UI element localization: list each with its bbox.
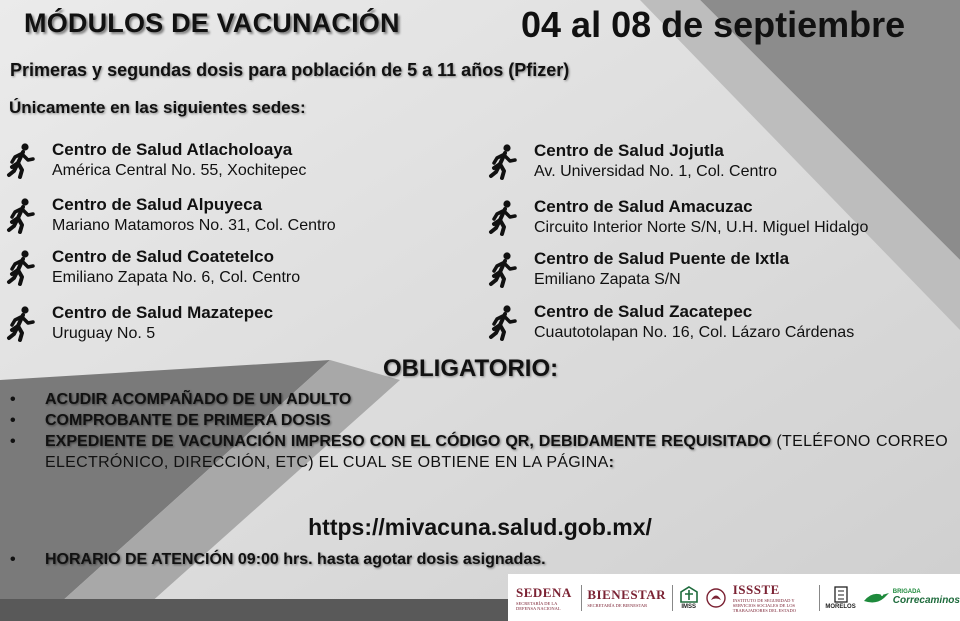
site-name: Centro de Salud Puente de Ixtla [534,249,790,268]
site-address: Cuautotolapan No. 16, Col. Lázaro Cárdenas [534,324,855,341]
site-mazatepec [6,302,273,344]
site-atlacholoaya [6,139,306,181]
bullet-marker: • [10,412,16,429]
bienestar-logo: BIENESTAR SECRETARÍA DE BIENESTAR [587,587,667,608]
registration-url[interactable]: https://mivacuna.salud.gob.mx/ [308,514,652,540]
requirement-colon: : [608,454,614,471]
walking-person-icon [488,252,518,288]
walking-person-icon [6,250,36,286]
site-name: Centro de Salud Atlacholoaya [52,140,293,159]
requirements-heading: OBLIGATORIO: [383,355,559,382]
site-name: Centro de Salud Alpuyeca [52,195,263,214]
bullet-marker: • [10,391,16,408]
logo-divider [819,585,820,611]
sites-intro: Únicamente en las siguientes sedes: [9,98,306,117]
site-name: Centro de Salud Zacatepec [534,302,753,321]
imss-emblem-icon [679,586,699,604]
requirement-item [10,410,948,431]
walking-person-icon [488,305,518,341]
brigada-correcaminos-logo: BRIGADA Correcaminos [862,589,960,607]
site-address: América Central No. 55, Xochitepec [52,162,307,179]
site-puente-de-ixtla [488,248,789,290]
morelos-shield-icon [833,586,849,604]
requirement-detail: (TELÉFONO CORREO ELECTRÓNICO, DIRECCIÓN, ETC) EL CUAL SE OBTIENE EN LA PÁGINA [45,433,949,471]
logo-divider [672,585,673,611]
poster-title: MÓDULOS DE VACUNACIÓN [24,8,400,38]
site-coatetelco [6,246,300,288]
eagle-seal-icon [705,587,727,609]
site-address: Av. Universidad No. 1, Col. Centro [534,163,778,180]
site-address: Emiliano Zapata S/N [534,271,681,288]
site-alpuyeca [6,194,336,236]
requirement-text: HORARIO DE ATENCIÓN 09:00 hrs. hasta agotar dosis asignadas. [45,551,546,568]
poster-subtitle: Primeras y segundas dosis para población de 5 a 11 años (Pfizer) [10,60,570,80]
site-name: Centro de Salud Coatetelco [52,247,274,266]
requirement-item [10,389,948,410]
seal-logo [705,587,727,609]
imss-logo: IMSS [679,586,699,610]
walking-person-icon [6,306,36,342]
requirement-item [10,431,948,473]
site-zacatepec [488,301,854,343]
requirement-text: COMPROBANTE DE PRIMERA DOSIS [45,412,331,429]
requirement-text: ACUDIR ACOMPAÑADO DE UN ADULTO [45,391,352,408]
walking-person-icon [488,144,518,180]
site-amacuzac [488,196,868,238]
site-address: Emiliano Zapata No. 6, Col. Centro [52,269,301,286]
site-address: Circuito Interior Norte S/N, U.H. Miguel Hidalgo [534,219,869,236]
roadrunner-icon [862,589,890,607]
site-name: Centro de Salud Mazatepec [52,303,274,322]
site-name: Centro de Salud Jojutla [534,141,724,160]
date-range: 04 al 08 de septiembre [521,4,906,45]
site-name: Centro de Salud Amacuzac [534,197,753,216]
requirements-list-hours [10,549,948,570]
sedena-logo: SEDENA SECRETARÍA DE LA DEFENSA NACIONAL [516,584,572,611]
site-address: Mariano Matamoros No. 31, Col. Centro [52,217,336,234]
bullet-marker: • [10,433,16,450]
site-address: Uruguay No. 5 [52,325,156,342]
requirements-list [10,389,948,473]
site-jojutla [488,140,777,182]
logo-divider [581,585,582,611]
requirement-item [10,549,948,570]
issste-logo: ISSSTE INSTITUTO DE SEGURIDAD Y SERVICIOS SOCIALES DE LOS TRABAJADORES DEL ESTADO [732,582,796,613]
morelos-logo: MORELOS [825,586,855,610]
walking-person-icon [6,143,36,179]
bullet-marker: • [10,551,16,568]
walking-person-icon [488,200,518,236]
walking-person-icon [6,198,36,234]
requirement-text: EXPEDIENTE DE VACUNACIÓN IMPRESO CON EL CÓDIGO QR, DEBIDAMENTE REQUISITADO [45,433,772,450]
institution-logos [508,574,960,621]
